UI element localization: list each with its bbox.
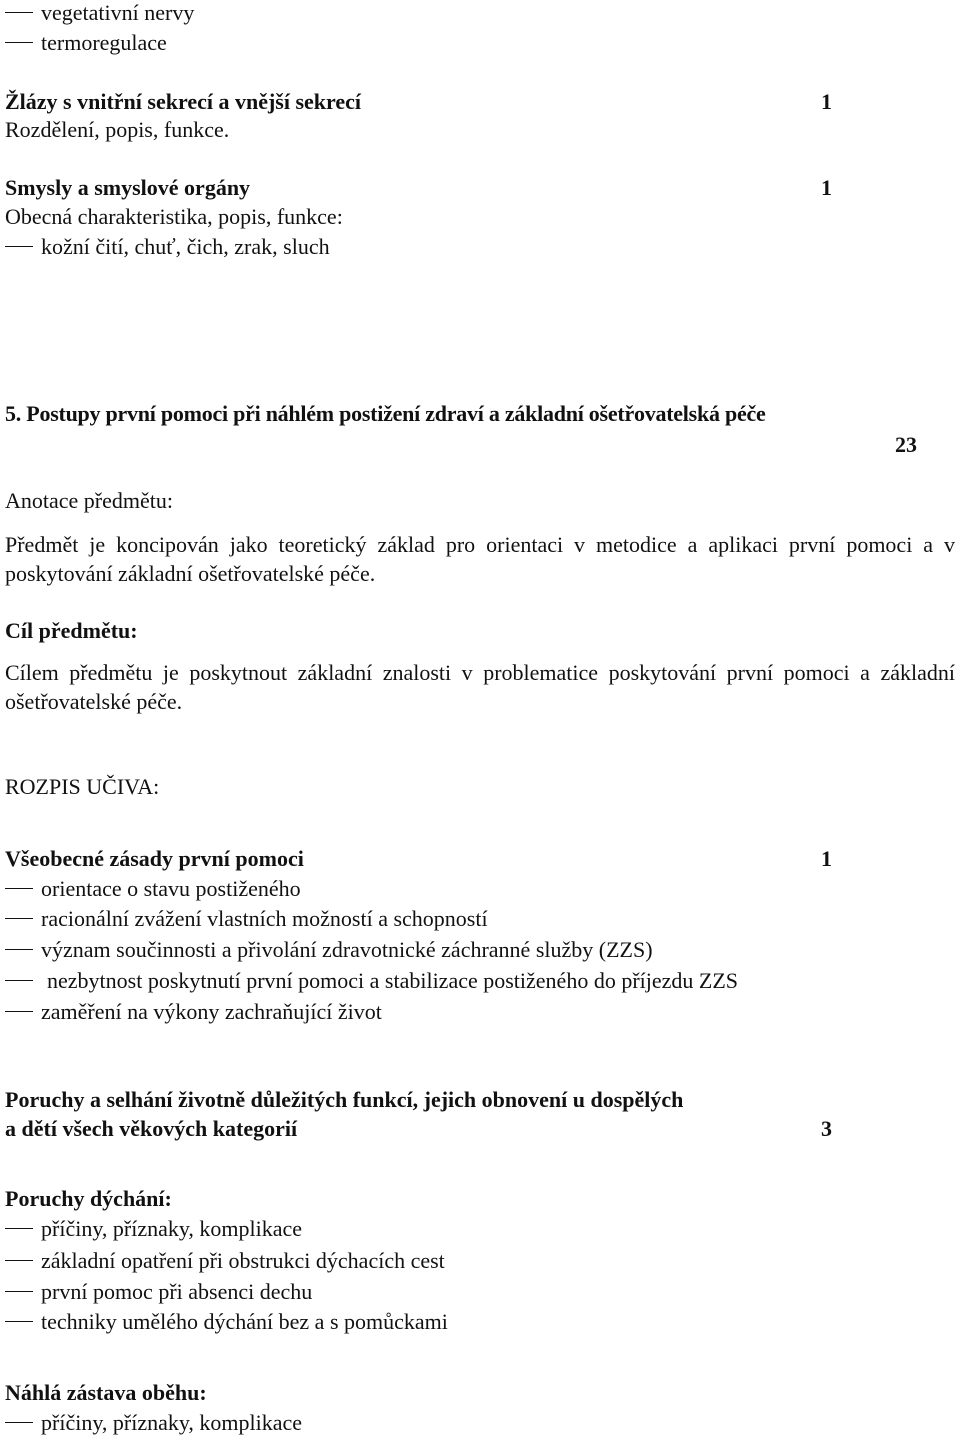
dash-bullet: [5, 1422, 33, 1423]
dash-bullet: [5, 918, 33, 919]
circulation-heading: Náhlá zástava oběhu:: [5, 1380, 207, 1405]
principles-title: Všeobecné zásady první pomoci: [5, 846, 304, 871]
senses-title: Smysly a smyslové orgány: [5, 175, 251, 200]
disorders-hours: 3: [821, 1116, 832, 1141]
glands-title: Žlázy s vnitřní sekrecí a vnější sekrecí: [5, 89, 362, 114]
annotation-heading: Anotace předmětu:: [5, 488, 173, 513]
annotation-text: Předmět je koncipován jako teoretický základ pro orientaci v metodice a aplikaci první pomoci a v poskytování základní ošetřovatelské péče.: [5, 532, 955, 586]
dash-bullet: [5, 1260, 33, 1261]
senses-hours: 1: [821, 175, 832, 200]
section-title: 5. Postupy první pomoci při náhlém postižení zdraví a základní ošetřovatelská péče: [5, 401, 766, 426]
glands-description: Rozdělení, popis, funkce.: [5, 117, 230, 142]
dash-bullet: [5, 888, 33, 889]
dash-bullet: [5, 42, 33, 43]
dash-bullet: [5, 1321, 33, 1322]
dash-bullet: [5, 1011, 33, 1012]
glands-hours: 1: [821, 89, 832, 114]
dash-bullet: [5, 246, 33, 247]
dash-bullet: [5, 949, 33, 950]
principles-hours: 1: [821, 846, 832, 871]
dash-bullet: [5, 980, 33, 981]
section-hours: 23: [895, 432, 917, 457]
curriculum-heading: ROZPIS UČIVA:: [5, 774, 160, 799]
senses-description: Obecná charakteristika, popis, funkce:: [5, 204, 343, 229]
disorders-title-continued: a dětí všech věkových kategorií: [5, 1116, 298, 1141]
disorders-title: Poruchy a selhání životně důležitých funkcí, jejich obnovení u dospělých: [5, 1087, 684, 1112]
dash-bullet: [5, 12, 33, 13]
dash-bullet: [5, 1291, 33, 1292]
breathing-heading: Poruchy dýchání:: [5, 1186, 172, 1211]
goal-text: Cílem předmětu je poskytnout základní znalosti v problematice poskytování první pomoci a základní ošetřovatelské péče.: [5, 660, 955, 714]
dash-bullet: [5, 1228, 33, 1229]
goal-heading: Cíl předmětu:: [5, 618, 138, 643]
